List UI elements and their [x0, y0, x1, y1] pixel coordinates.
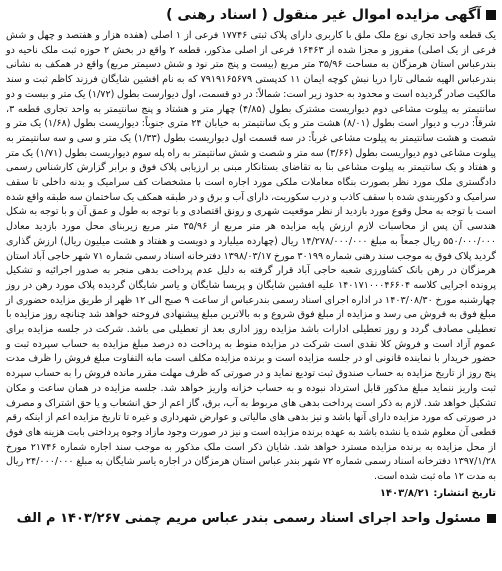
footer-bullet-icon: [487, 514, 496, 523]
title-bullet-icon: [486, 10, 496, 20]
publish-date: تاریخ انتشار: ۱۴۰۳/۸/۲۱: [379, 487, 496, 499]
notice-body: یک قطعه واحد تجاری نوع ملک ملق با کاربری دارای پلاک ثبتی ۱۷۷۴۶ فرعی از ۱ اصلی (هفده هزار و هفتصد و چهل و شش فرعی از یک اصلی) مفروز و مجزا شده از ۱۶۴۶۳ فرعی از اصلی مذکور، قطعه ۲ واقع در بخش ۲ حوزه ثبت ملک ناحیه دو بندرعباس استان هرمزگان به مساحت ۳۵/۹۶ متر مربع (بیست و پنج متر نود و شش دسیمتر مربع) واقع در همکف به نشانی بندرعباس الهیه شمالی تارا دریا نبش کوچه ایمان ۱۱ کدپستی ۷۹۱۹۱۶۵۶۷۹ که به نام افشین شایگان فرزند کاظم ثبت و سند مالکیت صادر گردیده است و محدود به حدود زیر است: شمالاً: در دو قسمت، اول دیوارست بطول (۱/۷۲) یک متر و بیست و دو سانتیمتر به پیلوت مشاعی دوم دیواریست مشترک بطول (۴/۸۵) چهار متر و هشتاد و پنج سانتیمتر به واحد تجاری قطعه ۳، شرقاً: درب و دیوار است بطول (۸/۰۱) هشت متر و یک سانتیمتر به خیابان ۲۴ متری جنوباً: دیواریست بطول (۱/۶۸) یک متر و شصت و هشت سانتیمتر به پیلوت مشاعی غرباً: در سه قسمت اول دیواریست بطول (۱/۳۳) یک متر و سی و سه سانتیمتر به پیلوت مشاعی دوم دیواریست بطول (۳/۶۶) سه متر و شصت و شش سانتیمتر به راه پله سوم دیواریست بطول (۱/۷۱) یک متر و هفتاد و یک سانتیمتر به پیلوت مشاعی بنا به تقاضای بستانکار مبنی بر ارزیابی پلاک فوق و برابر گزارش کارشناس رسمی دادگستری ملک مورد نظر بصورت بنگاه معاملات ملکی مورد اجاره است با مشخصات کف سرامیک و بدنه داخلی تا سقف سرامیک و دکوربندی شده با سقف کاذب و درب سکوریت، دارای آب و برق و در طبقه همکف یک ساختمان سه طبقه واقع شده است با توجه به محل وقوع مورد بازدید از نظر موقعیت شهری و رونق اقتصادی و با توجه به طول و عمق آن و با توجه به شکل هندسی آن پس از محاسبات لازم ارزش پایه مزایده هر متر مربع از ۳۵/۹۶ متر مربع زیربنای محل مورد بازدید معادل ۵۵۰/۰۰۰/۰۰۰ ریال جمعاً به مبلغ ۱۴/۲۷۸/۰۰۰/۰۰۰ ریال (چهارده میلیارد و دویست و هفتاد و هشت میلیون ریال) ارزش گذاری گردید پلاک فوق به موجب سند رهنی شماره ۳۰۱۹۹ مورخ ۱۳۹۸/۰۳/۱۷ دفترخانه اسناد رسمی شماره ۷۱ شهر حاجی آباد استان هرمزگان در رهن بانک کشاورزی شعبه حاجی آباد قرار گرفته به دلیل عدم پرداخت بدهی منجر به صدور اجرائیه و تشکیل پرونده اجرایی کلاسه ۱۴۰۱۷۱۰۰۰۴۶۶۰۴ علیه افشین شایگان و پریسا شایگان و یاسر شایگان گردیده پلاک مورد رهن در روز چهارشنبه مورخ ۱۴۰۳/۰۸/۳۰ در اداره اجرای اسناد رسمی بندرعباس از ساعت ۹ صبح الی ۱۲ ظهر از طریق مزایده حضوری از مبلغ فوق به فروش می رسد و مزایده از مبلغ فوق شروع و به بالاترین مبلغ پیشنهادی فروخته خواهد شد چنانچه روز مزایده با تعطیلی مصادف گردد و روز تعطیلی ادارات باشد مزایده روز اداری بعد از تعطیلی می باشد. شرکت در جلسه مزایده برای عموم آزاد است و فروش کلا نقدی است شرکت در مزایده منوط به پرداخت ده درصد مبلغ مزایده به حساب سپرده ثبت و حضور خریدار با نماینده قانونی او در جلسه مزایده است و برنده مزایده مکلف است مابه التفاوت مبلغ فروش را ظرف مدت پنج روز از تاریخ مزایده به حساب صندوق ثبت تودیع نماید و در صورتی که ظرف مهلت مقرر مانده فروش را به حساب سپرده ثبت واریز ننماید مبلغ مذکور قابل استرداد نبوده و به حساب خزانه واریز خواهد شد. جلسه مزایده در همان ساعت و مکان تشکیل خواهد شد. لازم به ذکر است پرداخت بدهی های مربوط به آب، برق، گاز اعم از حق انشعاب و یا حق اشتراک و مصرف در صورتی که مورد مزایده دارای آنها باشد و نیز بدهی های مالیاتی و عوارض شهرداری و غیره تا تاریخ مزایده اعم از اینکه رقم قطعی آن معلوم شده یا نشده باشد به عهده برنده مزایده است و نیز در صورت وجود مازاد وجوه پرداختی بابت هزینه های فوق از محل مزایده به برنده مزایده مسترد خواهد شد. شایان ذکر است ملک مذکور به موجب سند اجاره شماره ۲۱۷۴۶ مورخ ۱۳۹۷/۱/۲۸ دفترخانه اسناد رسمی شماره ۷۲ شهر بندر عباس استان هرمزگان در اجاره یاسر شایگان به مبلغ ۲۴/۰۰۰/۰۰۰ ریال به مدت ۱۲ ماه ثبت شده است.: [6, 30, 497, 483]
notice-title: آگهی مزایده اموال غیر منقول ( اسناد رهنی ): [166, 7, 481, 23]
notice-header: [6, 4, 496, 26]
notice-footer: [6, 508, 496, 530]
footer-signature: مسئول واحد اجرای اسناد رسمی بندر عباس مریم چمنی ۱۴۰۳/۲۶۷ م الف: [16, 510, 481, 526]
